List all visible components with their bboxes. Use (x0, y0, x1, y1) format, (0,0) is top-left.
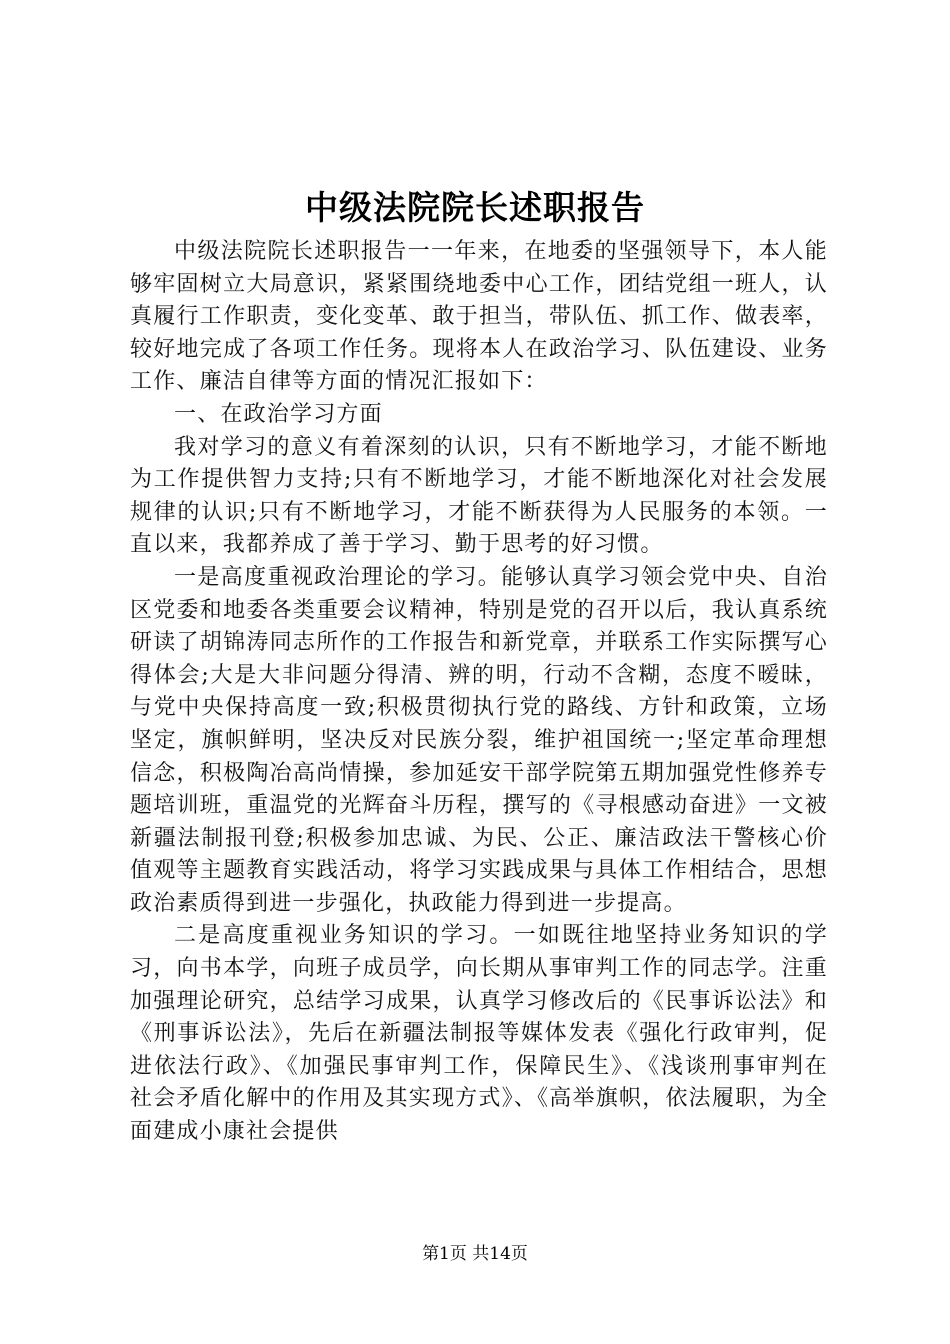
document-title: 中级法院院长述职报告 (305, 188, 645, 227)
paragraph-business-knowledge: 二是高度重视业务知识的学习。一如既往地坚持业务知识的学习，向书本学，向班子成员学，向长期从事审判工作的同志学。注重加强理论研究，总结学习成果，认真学习修改后的《民事诉讼法》和《刑事诉讼法》，先后在新疆法制报等媒体发表《强化行政审判，促进依法行政》、《加强民事审判工作，保障民生》、《浅谈刑事审判在社会矛盾化解中的作用及其实现方式》、《高举旗帜，依法履职，为全面建成小康社会提供 (130, 923, 828, 1145)
page-number-footer: 第1页 共14页 (422, 1244, 528, 1264)
paragraph-political-theory: 一是高度重视政治理论的学习。能够认真学习领会党中央、自治区党委和地委各类重要会议精神，特别是党的召开以后，我认真系统研读了胡锦涛同志所作的工作报告和新党章，并联系工作实际撰写心得体会;大是大非问题分得清、辨的明，行动不含糊，态度不暧昧，与党中央保持高度一致;积极贯彻执行党的路线、方针和政策，立场坚定，旗帜鲜明，坚决反对民族分裂，维护祖国统一;坚定革命理想信念，积极陶冶高尚情操，参加延安干部学院第五期加强党性修养专题培训班，重温党的光辉奋斗历程，撰写的《寻根感动奋进》一文被新疆法制报刊登;积极参加忠诚、为民、公正、廉洁政法干警核心价值观等主题教育实践活动，将学习实践成果与具体工作相结合，思想政治素质得到进一步强化，执政能力得到进一步提高。 (130, 564, 828, 916)
section-heading-political-study: 一、在政治学习方面 (174, 401, 383, 427)
paragraph-intro: 中级法院院长述职报告一一年来，在地委的坚强领导下，本人能够牢固树立大局意识，紧紧围绕地委中心工作，团结党组一班人，认真履行工作职责，变化变革、敢于担当，带队伍、抓工作、做表率，较好地完成了各项工作任务。现将本人在政治学习、队伍建设、业务工作、廉洁自律等方面的情况汇报如下： (130, 239, 828, 395)
document-body (130, 236, 828, 1149)
paragraph-study-meaning: 我对学习的意义有着深刻的认识，只有不断地学习，才能不断地为工作提供智力支持;只有不断地学习，才能不断地深化对社会发展规律的认识;只有不断地学习，才能不断获得为人民服务的本领。一直以来，我都养成了善于学习、勤于思考的好习惯。 (130, 434, 828, 558)
